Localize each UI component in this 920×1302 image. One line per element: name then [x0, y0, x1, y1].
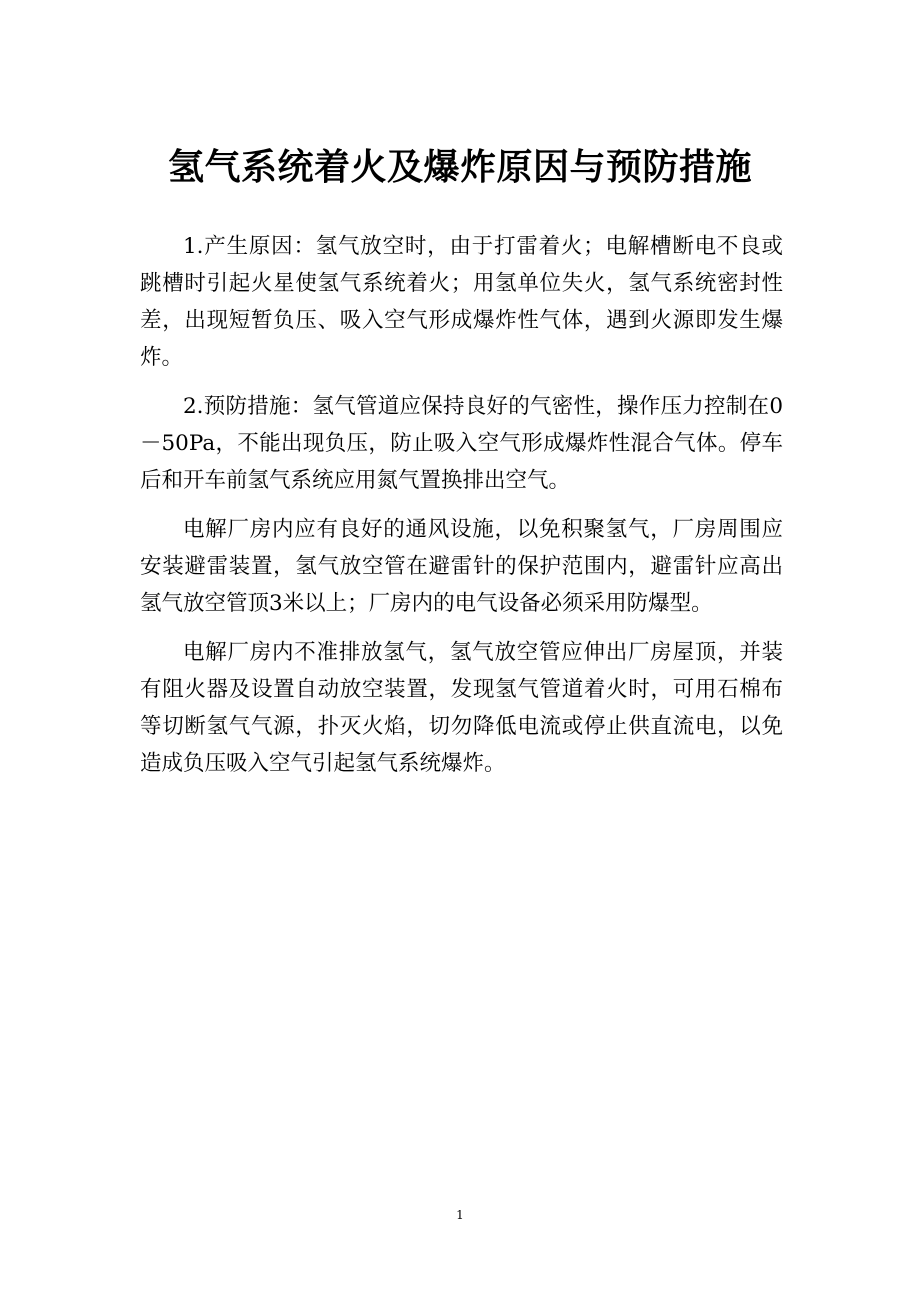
paragraph-prevention: 2.预防措施：氢气管道应保持良好的气密性，操作压力控制在0－50Pa，不能出现负压，防止吸入空气形成爆炸性混合气体。停车后和开车前氢气系统应用氮气置换排出空气。	[140, 394, 783, 493]
document-title: 氢气系统着火及爆炸原因与预防措施	[167, 146, 752, 188]
paragraph-venting: 电解厂房内不准排放氢气，氢气放空管应伸出厂房屋顶，并装有阻火器及设置自动放空装置，发现氢气管道着火时，可用石棉布等切断氢气气源，扑灭火焰，切勿降低电流或停止供直流电，以免造成负压吸入空气引起氢气系统爆炸。	[140, 640, 783, 776]
page-number: 1	[456, 1208, 464, 1222]
paragraph-causes: 1.产生原因：氢气放空时，由于打雷着火；电解槽断电不良或跳槽时引起火星使氢气系统着火；用氢单位失火，氢气系统密封性差，出现短暂负压、吸入空气形成爆炸性气体，遇到火源即发生爆炸。	[140, 234, 783, 370]
document-body	[140, 228, 783, 794]
paragraph-ventilation: 电解厂房内应有良好的通风设施，以免积聚氢气，厂房周围应安装避雷装置，氢气放空管在避雷针的保护范围内，避雷针应高出氢气放空管顶3米以上；厂房内的电气设备必须采用防爆型。	[140, 517, 783, 616]
